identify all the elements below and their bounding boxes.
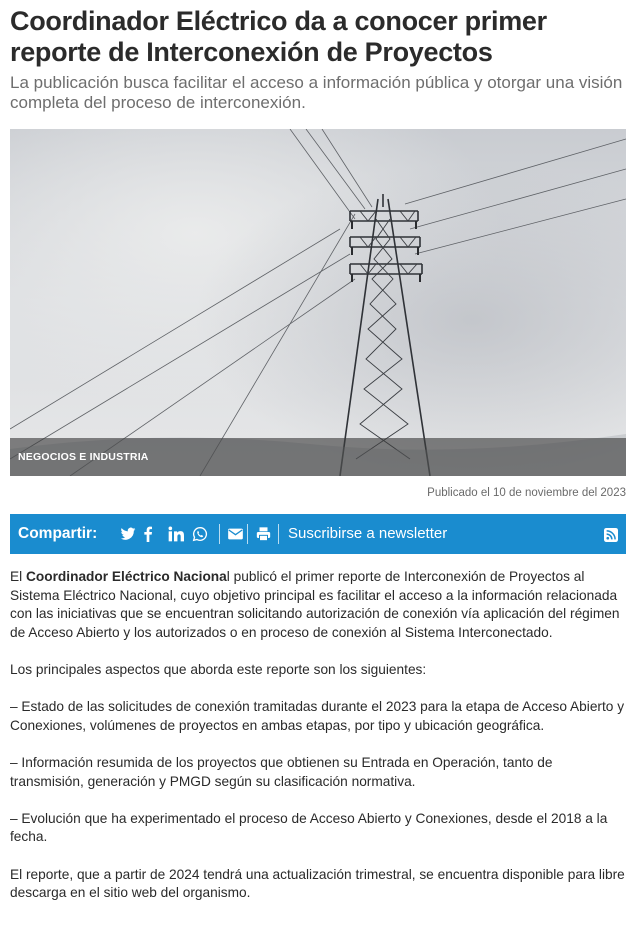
hero-image [10, 129, 626, 476]
share-divider [278, 524, 279, 544]
facebook-icon[interactable] [143, 526, 153, 542]
transmission-tower-photo [10, 129, 626, 476]
paragraph: – Evolución que ha experimentado el proceso de Acceso Abierto y Conexiones, desde el 2018 a la fecha. [10, 810, 608, 845]
twitter-icon[interactable] [120, 526, 136, 542]
paragraph: Los principales aspectos que aborda este reporte son los siguientes: [10, 661, 427, 677]
publish-date: Publicado el 10 de noviembre del 2023 [427, 487, 626, 499]
paragraph: El reporte, que a partir de 2024 tendrá una actualización trimestral, se encuentra disponible para libre descarga en el sitio web del organismo. [10, 866, 625, 901]
intro-text: l publicó el primer reporte de Interconexión de Proyectos al Sistema Eléctrico Nacional, cuyo objetivo principal es facilitar el acceso a la información relacionada con las iniciativas que se encuentran solicitando autorización de conexión vía aplicación del régimen de Acceso Abierto y los autorizados o en proceso de conexión al Sistema Interconectado. [10, 569, 620, 640]
whatsapp-icon[interactable] [192, 526, 208, 542]
category-label[interactable]: NEGOCIOS E INDUSTRIA [18, 451, 149, 463]
share-divider [247, 524, 248, 544]
category-band [10, 438, 626, 476]
rss-icon[interactable] [604, 527, 618, 543]
paragraph: – Estado de las solicitudes de conexión tramitadas durante el 2023 para la etapa de Acceso Abierto y Conexiones, volúmenes de proyectos en ambas etapas, por tipo y ubicación geográfica. [10, 699, 625, 733]
print-icon[interactable] [255, 526, 272, 542]
share-divider [219, 524, 220, 544]
linkedin-icon[interactable] [168, 526, 184, 542]
article-subtitle: La publicación busca facilitar el acceso a información pública y otorgar una visión completa del proceso de interconexión. [10, 73, 623, 112]
intro-text: El [10, 569, 26, 584]
share-bar [10, 514, 626, 554]
email-icon[interactable] [227, 526, 244, 542]
paragraph-intro [10, 568, 626, 642]
paragraph: – Información resumida de los proyectos que obtienen su Entrada en Operación, tanto de transmisión, generación y PMGD según su clasificación normativa. [10, 754, 553, 789]
share-label: Compartir: [18, 525, 98, 542]
newsletter-link[interactable]: Suscribirse a newsletter [288, 525, 448, 542]
organization-name: Coordinador Eléctrico Naciona [25, 569, 227, 584]
article-body [10, 568, 626, 921]
article-title: Coordinador Eléctrico da a conocer primer reporte de Interconexión de Proyectos [10, 6, 547, 67]
